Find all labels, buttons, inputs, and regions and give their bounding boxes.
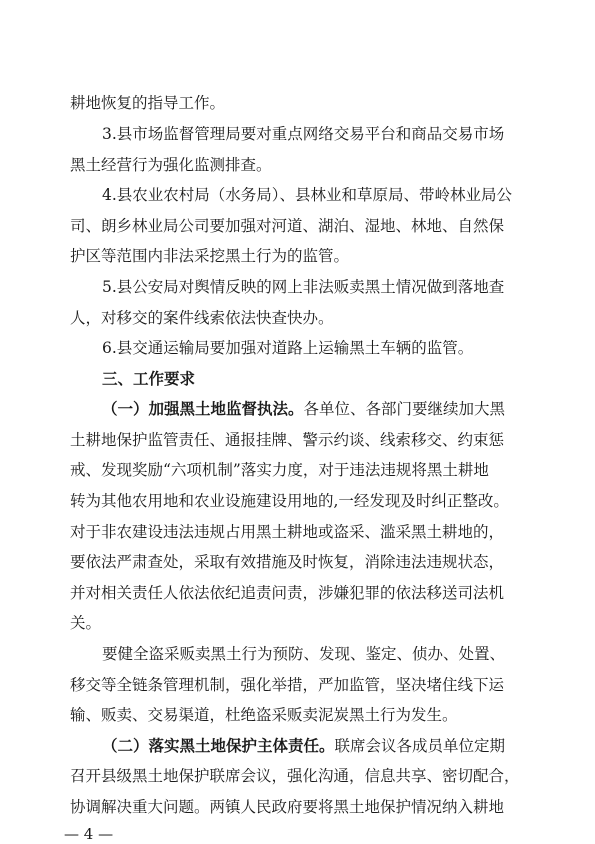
paragraph-1-line-5: 对于非农建设违法违规占用黑土耕地或盗采、滥采黑土耕地的， [70, 523, 505, 541]
list-item-4-line-2: 司、朗乡林业局公司要加强对河道、湖泊、湿地、林地、自然保 [70, 217, 505, 235]
paragraph-1-line-8: 关。 [70, 614, 102, 632]
page-number: — 4 — [64, 825, 114, 843]
paragraph-1-line-3: 戒、发现奖励“六项机制”落实力度，对于违法违规将黑土耕地 [70, 461, 489, 479]
list-item-3-line-1: 3.县市场监督管理局要对重点网络交易平台和商品交易市场 [102, 125, 505, 143]
paragraph-3-line-2: 召开县级黑土地保护联席会议，强化沟通，信息共享、密切配合， [70, 767, 520, 785]
paragraph-1-subheading: （一）加强黑土地监督执法。 [102, 399, 304, 418]
paragraph-3-line-1-text: 联席会议各成员单位定期 [334, 737, 506, 755]
paragraph-1-line-1 [102, 399, 595, 419]
paragraph-1-line-2: 土耕地保护监管责任、通报挂牌、警示约谈、线索移交、约束惩 [70, 431, 505, 449]
list-item-5-line-1: 5.县公安局对舆情反映的网上非法贩卖黑土情况做到落地查 [102, 278, 505, 296]
list-item-4-line-3: 护区等范围内非法采挖黑土行为的监管。 [70, 247, 350, 265]
paragraph-1-line-7: 并对相关责任人依法依纪追责问责，涉嫌犯罪的依法移送司法机 [70, 584, 505, 602]
paragraph-3-line-1 [102, 736, 595, 756]
paragraph-2-line-3: 输、贩卖、交易渠道，杜绝盗采贩卖泥炭黑土行为发生。 [70, 706, 458, 724]
paragraph-1-line-4: 转为其他农用地和农业设施建设用地的,一经发现及时纠正整改。 [70, 492, 509, 510]
list-item-4-line-1: 4.县农业农村局（水务局）、县林业和草原局、带岭林业局公 [102, 186, 513, 204]
paragraph-2-line-1: 要健全盗采贩卖黑土行为预防、发现、鉴定、侦办、处置、 [102, 645, 506, 663]
list-item-5-line-2: 人，对移交的案件线索依法快查快办。 [70, 309, 334, 327]
paragraph-3-subheading: （二）落实黑土地保护主体责任。 [102, 736, 335, 755]
paragraph-1-line-1-text: 各单位、各部门要继续加大黑 [303, 400, 506, 418]
body-line-1: 耕地恢复的指导工作。 [70, 94, 226, 112]
section-heading: 三、工作要求 [102, 369, 196, 388]
paragraph-1-line-6: 要依法严肃查处，采取有效措施及时恢复，消除违法违规状态， [70, 553, 505, 571]
paragraph-2-line-2: 移交等全链条管理机制，强化举措，严加监管，坚决堵住线下运 [70, 676, 505, 694]
list-item-6-line-1: 6.县交通运输局要加强对道路上运输黑土车辆的监管。 [102, 339, 474, 357]
list-item-3-line-2: 黑土经营行为强化监测排查。 [70, 156, 272, 174]
paragraph-3-line-3: 协调解决重大问题。两镇人民政府要将黑土地保护情况纳入耕地 [70, 798, 505, 816]
